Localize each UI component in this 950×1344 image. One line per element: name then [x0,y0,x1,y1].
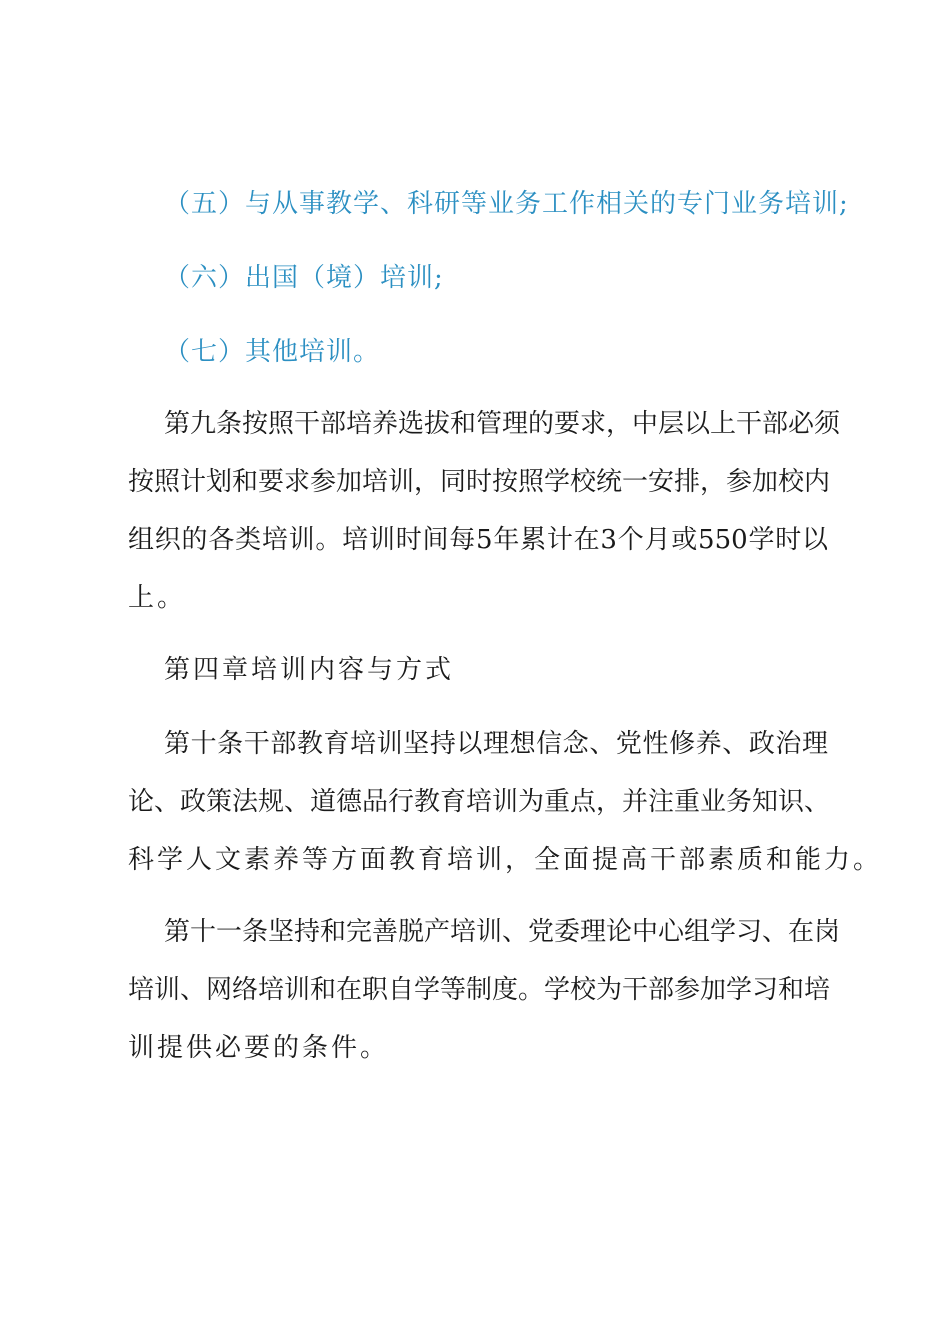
article-9-line-4: 上。 [128,583,187,613]
article-10-line-3: 科学人文素养等方面教育培训，全面提高干部素质和能力。 [128,845,883,875]
article-9-line-1: 第九条按照干部培养选拔和管理的要求，中层以上干部必须 [164,409,841,439]
article-10-line-2: 论、政策法规、道德品行教育培训为重点，并注重业务知识、 [128,787,831,817]
item-five: （五）与从事教学、科研等业务工作相关的专门业务培训; [164,189,849,219]
article-10-line-1: 第十条干部教育培训坚持以理想信念、党性修养、政治理 [164,729,828,759]
article-11-line-1: 第十一条坚持和完善脱产培训、党委理论中心组学习、在岗 [164,917,841,947]
item-six: （六）出国（境）培训; [164,263,444,293]
article-9-line-2: 按照计划和要求参加培训，同时按照学校统一安排，参加校内 [128,467,831,497]
article-11-line-2: 培训、网络培训和在职自学等制度。学校为干部参加学习和培 [128,975,831,1005]
item-seven: （七）其他培训。 [164,337,381,367]
article-11-line-3: 训提供必要的条件。 [128,1033,390,1063]
chapter-4-heading: 第四章培训内容与方式 [164,655,455,685]
article-9-line-3: 组织的各类培训。培训时间每5年累计在3个月或550学时以 [128,525,828,555]
